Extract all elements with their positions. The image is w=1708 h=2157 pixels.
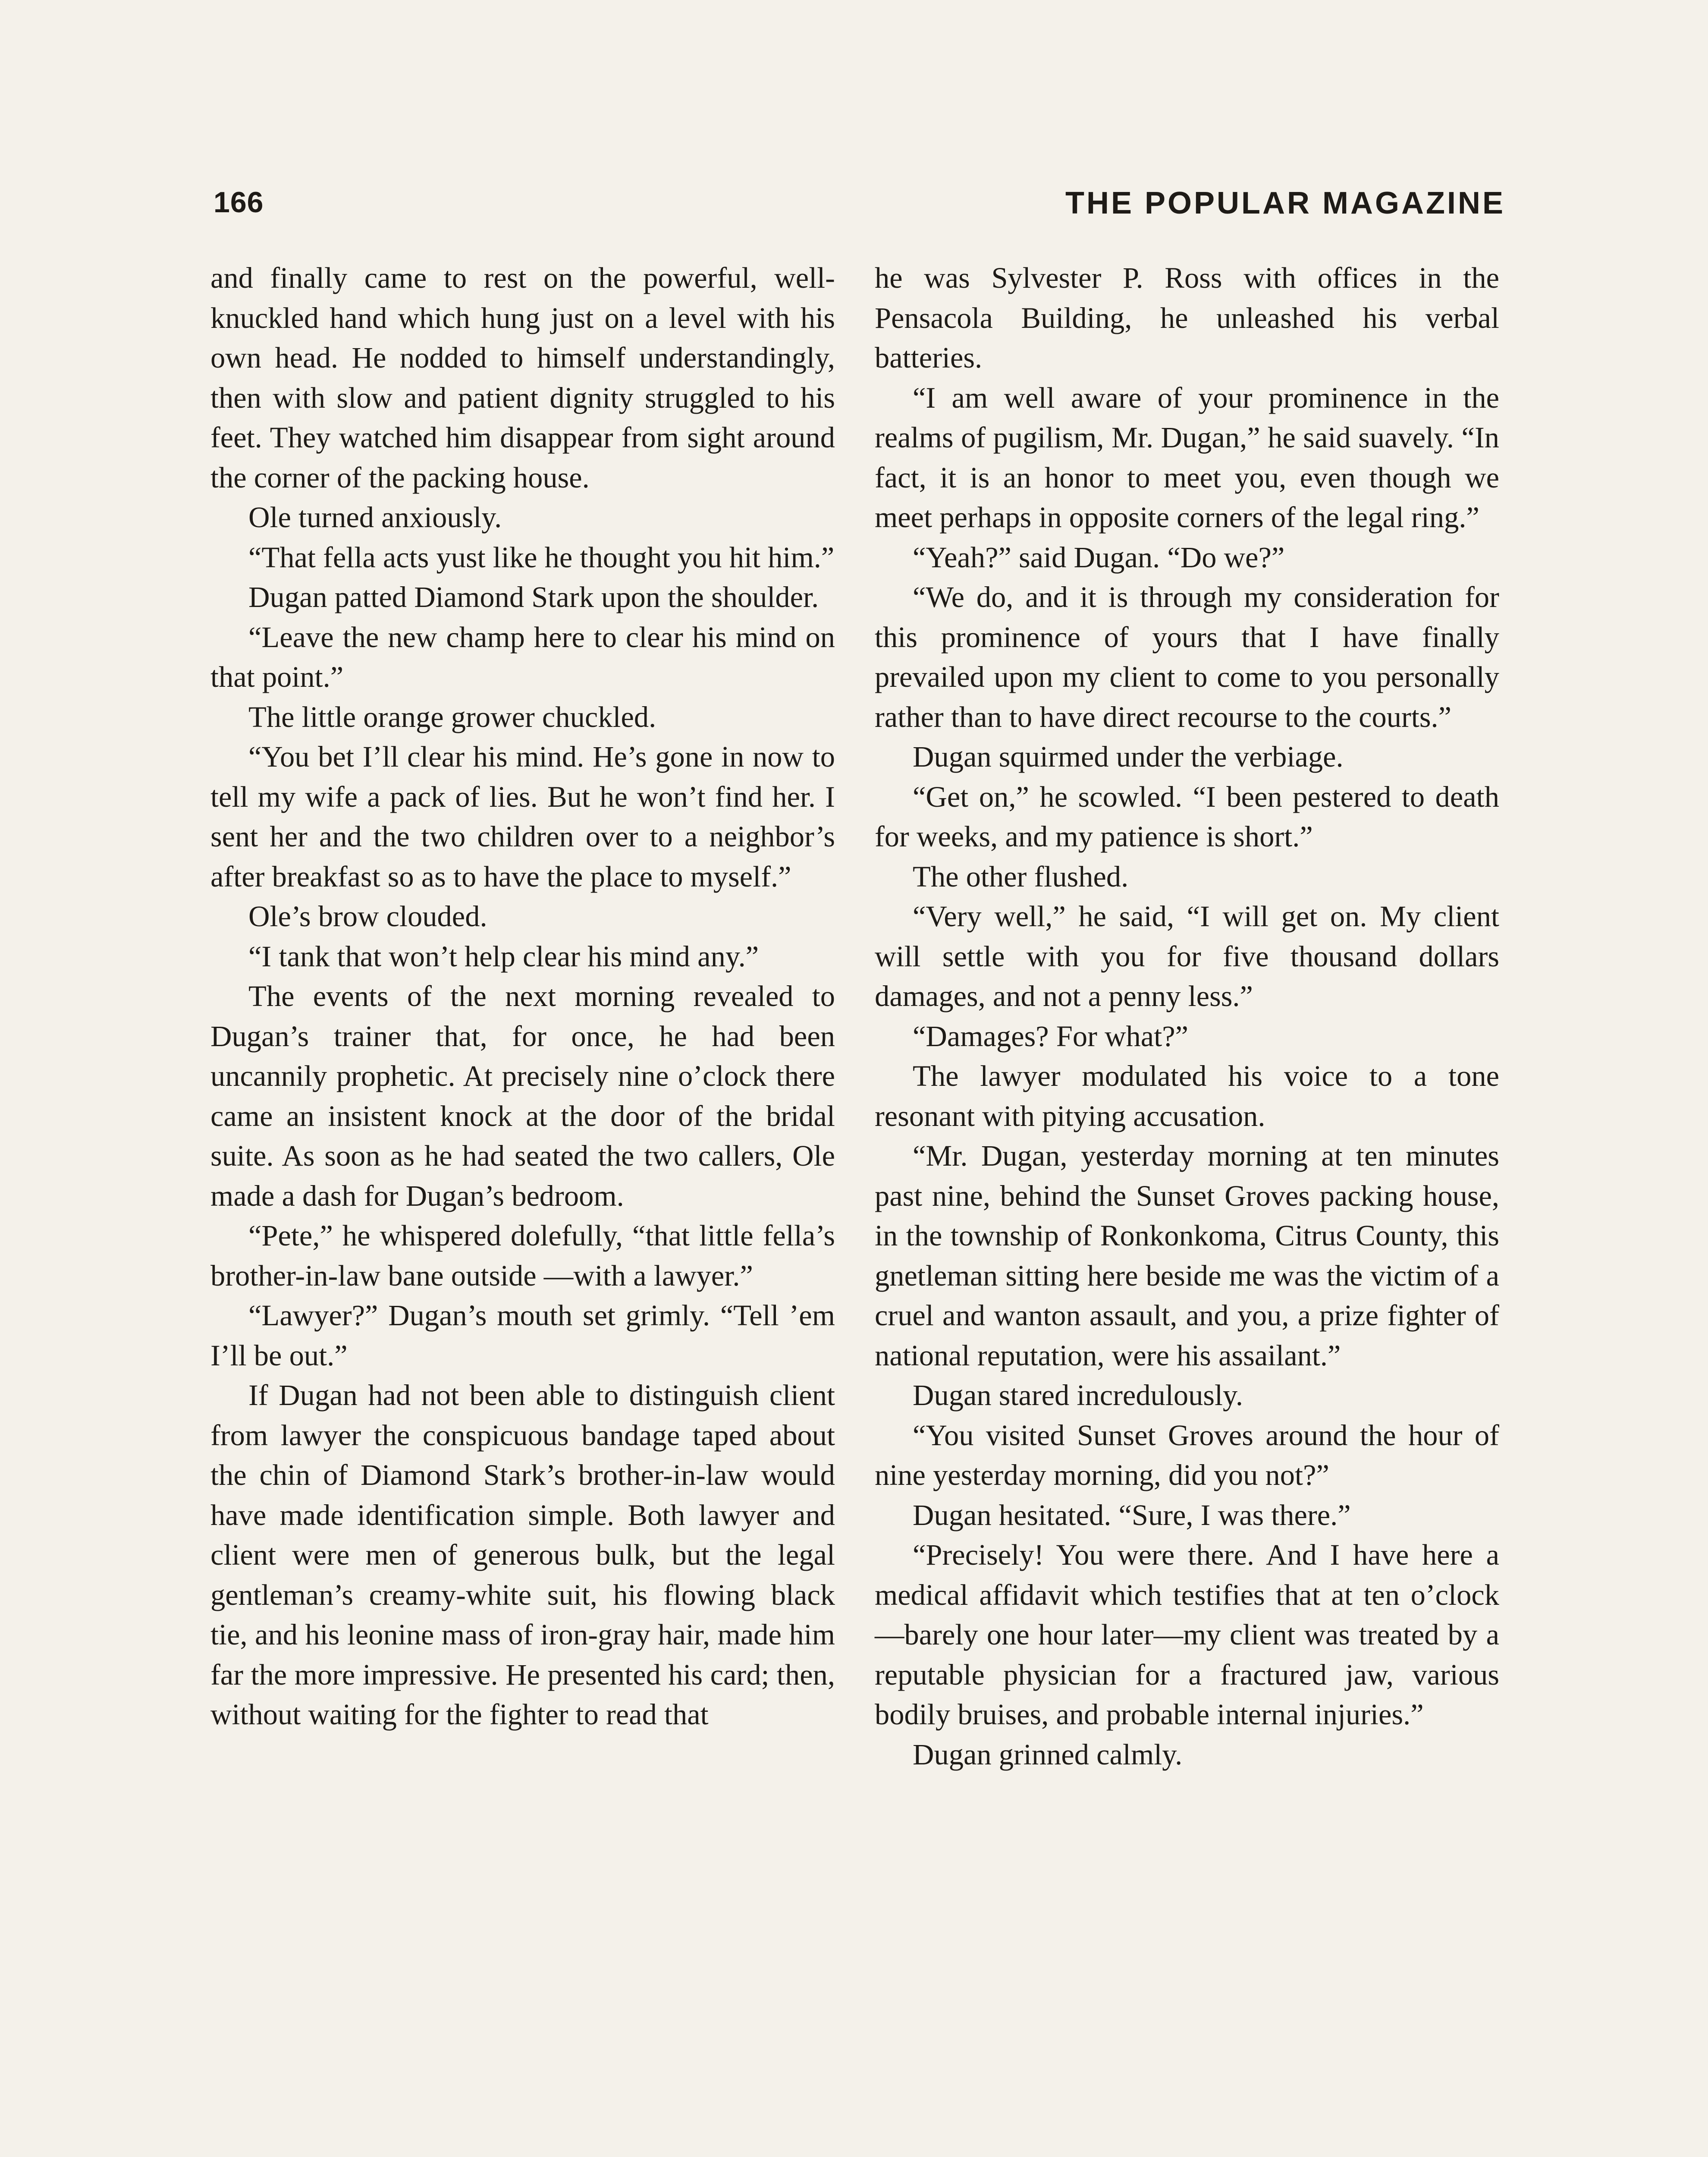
right-column — [875, 258, 1499, 1774]
paragraph: he was Sylvester P. Ross with offices in the Pensacola Building, he unleashed his verbal batteries. — [875, 261, 1499, 374]
paragraph: Dugan grinned calmly. — [913, 1738, 1183, 1771]
paragraph: “We do, and it is through my consideration for this prominence of yours that I have finally prevailed upon my client to come to you personally rather than to have direct recourse to the courts.” — [875, 581, 1499, 733]
page-number: 166 — [214, 186, 264, 219]
left-column — [210, 258, 835, 1735]
paragraph: Dugan squirmed under the verbiage. — [913, 740, 1344, 773]
paragraph: “Pete,” he whispered dolefully, “that little fella’s brother-in-law bane outside —with a lawyer.” — [210, 1219, 835, 1292]
paragraph: If Dugan had not been able to distinguish client from lawyer the conspicuous bandage taped about the chin of Diamond Stark’s brother-in-law would have made identification simple. Both lawyer and client were men of generous bulk, but the legal gentleman’s creamy-white suit, his flowing black tie, and his leonine mass of iron-gray hair, made him far the more impressive. He presented his card; then, without waiting for the fighter to read that — [210, 1379, 835, 1731]
paragraph: “I am well aware of your prominence in the realms of pugilism, Mr. Dugan,” he said suavely. “In fact, it is an honor to meet you, even though we meet perhaps in opposite corners of the legal ring.” — [875, 381, 1499, 534]
paragraph: “Lawyer?” Dugan’s mouth set grimly. “Tell ’em I’ll be out.” — [210, 1299, 835, 1372]
paragraph: “Leave the new champ here to clear his mind on that point.” — [210, 620, 835, 693]
paragraph: “Very well,” he said, “I will get on. My client will settle with you for five thousand dollars damages, and not a penny less.” — [875, 900, 1499, 1012]
paragraph: Dugan patted Diamond Stark upon the shoulder. — [248, 581, 819, 613]
paragraph: The other flushed. — [913, 860, 1129, 893]
paragraph: “That fella acts yust like he thought you hit him.” — [248, 541, 835, 574]
paragraph: “You bet I’ll clear his mind. He’s gone in now to tell my wife a pack of lies. But he won’t find her. I sent her and the two children over to a neighbor’s after breakfast so as to have the place to myself.” — [210, 740, 835, 893]
paragraph: Ole turned anxiously. — [248, 501, 502, 534]
paragraph: and finally came to rest on the powerful, well-knuckled hand which hung just on a level with his own head. He nodded to himself understandingly, then with slow and patient dignity struggled to his feet. They watched him disappear from sight around the corner of the packing house. — [210, 261, 835, 494]
paragraph: “Yeah?” said Dugan. “Do we?” — [913, 541, 1285, 574]
paragraph: “Get on,” he scowled. “I been pestered to death for weeks, and my patience is short.” — [875, 780, 1499, 853]
paragraph: “Mr. Dugan, yesterday morning at ten minutes past nine, behind the Sunset Groves packing house, in the township of Ronkonkoma, Citrus County, this gnetleman sitting here beside me was the victim of a cruel and wanton assault, and you, a prize fighter of national reputation, were his assailant.” — [875, 1139, 1499, 1372]
running-head: THE POPULAR MAGAZINE — [1065, 186, 1505, 220]
paragraph: “You visited Sunset Groves around the hour of nine yesterday morning, did you not?” — [875, 1418, 1499, 1491]
paragraph: “Damages? For what?” — [913, 1019, 1189, 1053]
paragraph: “Precisely! You were there. And I have here a medical affidavit which testifies that at ten o’clock—barely one hour later—my client was treated by a reputable physician for a fractured jaw, various bodily bruises, and probable internal injuries.” — [875, 1538, 1499, 1731]
paragraph: The events of the next morning revealed to Dugan’s trainer that, for once, he had been uncannily prophetic. At precisely nine o’clock there came an insistent knock at the door of the bridal suite. As soon as he had seated the two callers, Ole made a dash for Dugan’s bedroom. — [210, 980, 835, 1212]
paragraph: “I tank that won’t help clear his mind any.” — [248, 940, 759, 973]
paragraph: The little orange grower chuckled. — [248, 700, 656, 733]
paragraph: Ole’s brow clouded. — [248, 900, 487, 933]
paragraph: The lawyer modulated his voice to a tone resonant with pitying accusation. — [875, 1060, 1499, 1132]
paragraph: Dugan hesitated. “Sure, I was there.” — [913, 1498, 1351, 1531]
paragraph: Dugan stared incredulously. — [913, 1379, 1243, 1412]
